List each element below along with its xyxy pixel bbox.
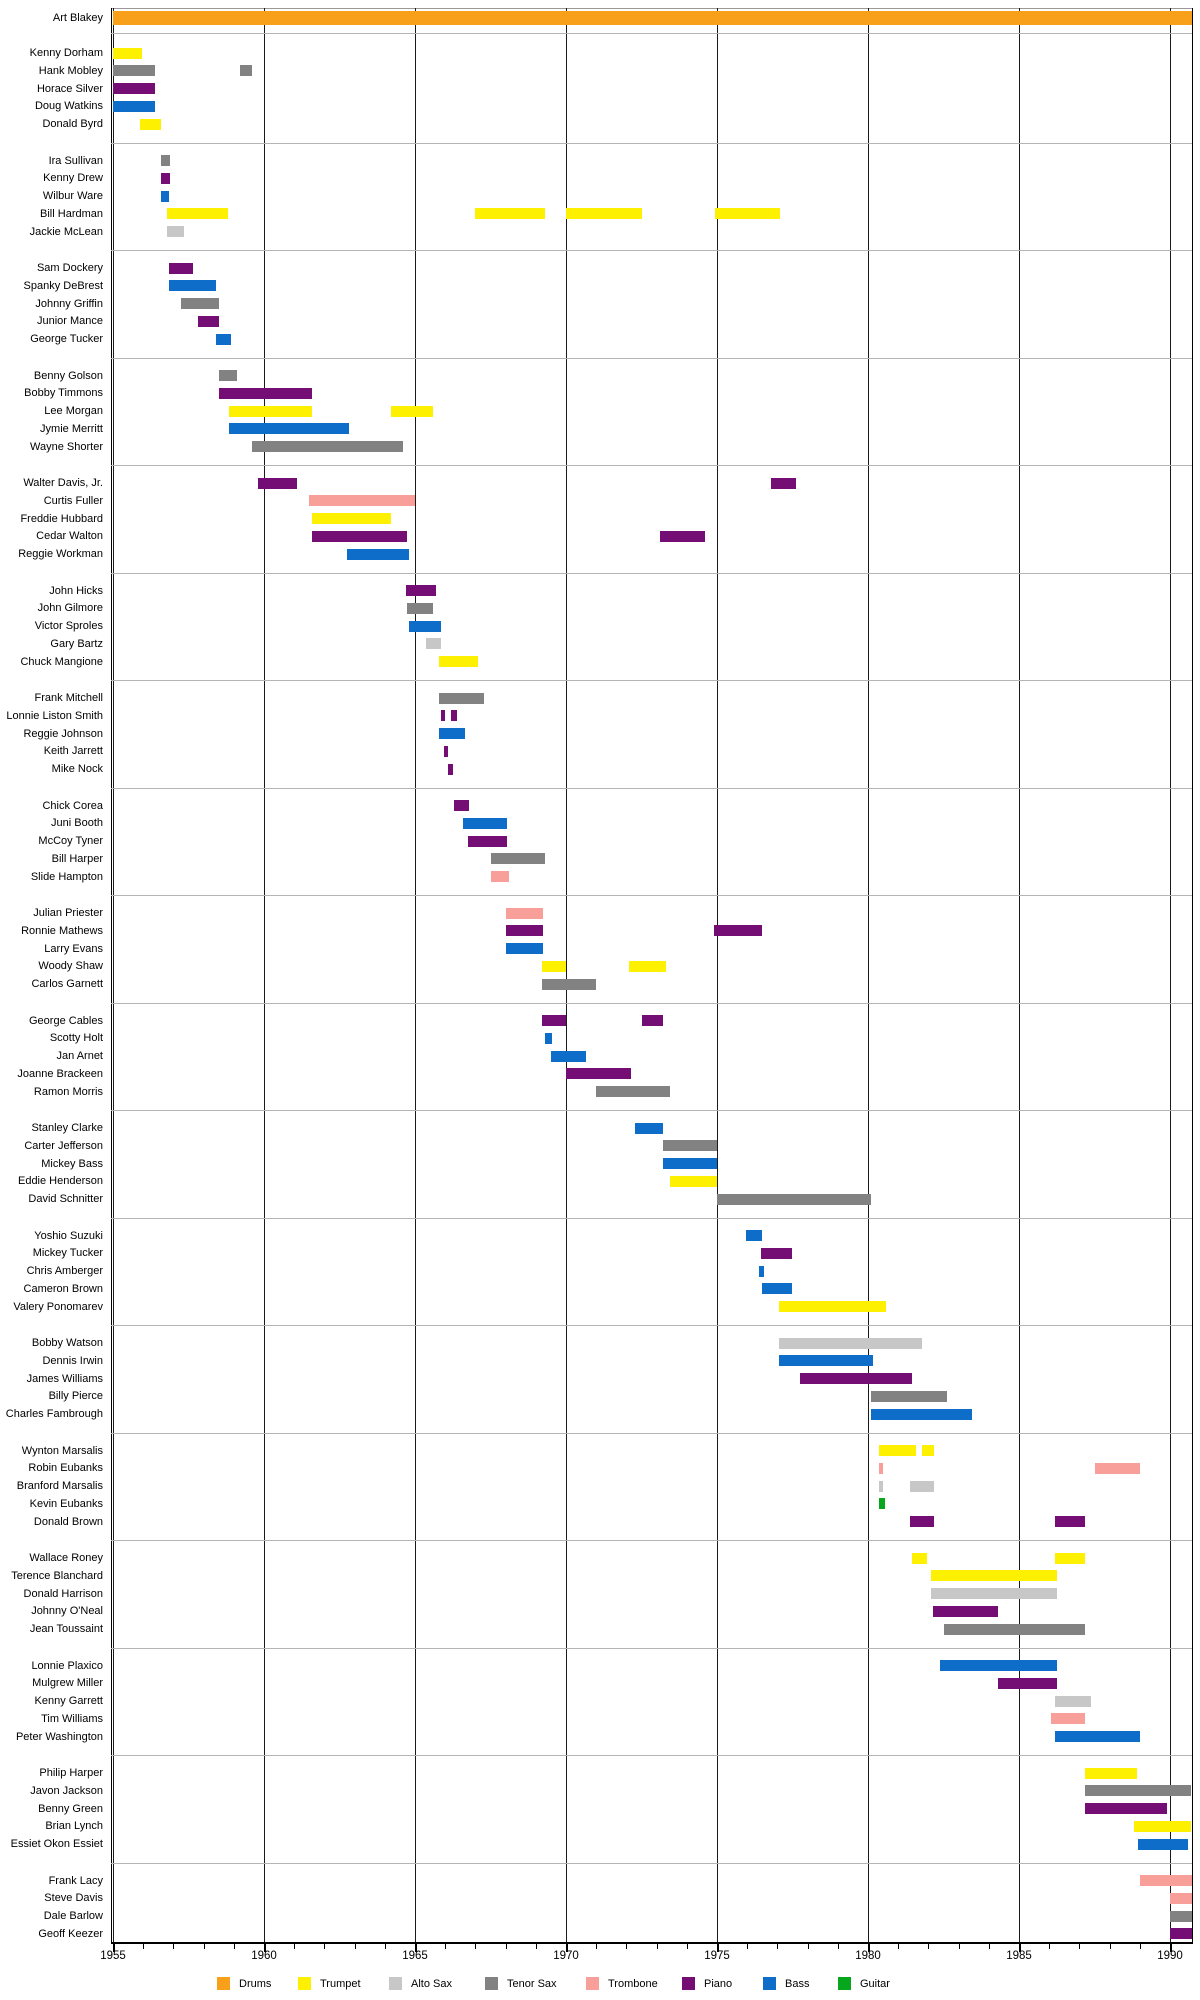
row-label-member: Bobby Timmons: [24, 387, 103, 400]
bar-alto-sax: [167, 226, 184, 237]
bar-tenor-sax: [596, 1086, 670, 1097]
bar-bass: [551, 1051, 586, 1062]
bar-bass: [1138, 1839, 1188, 1850]
row-label-member: Donald Byrd: [42, 118, 103, 130]
row-label-member: Reggie Johnson: [23, 727, 103, 740]
row-label-member: David Schnitter: [28, 1193, 103, 1205]
minor-tick: [1110, 1944, 1111, 1949]
group-separator: [111, 680, 1192, 681]
bar-piano: [454, 800, 469, 811]
bar-trumpet: [715, 208, 780, 219]
row-label-member: Johnny O'Neal: [31, 1605, 103, 1618]
row-label-member: Yoshio Suzuki: [34, 1229, 103, 1242]
bar-alto-sax: [910, 1481, 934, 1492]
bar-piano: [542, 1015, 566, 1026]
row-label-member: Stanley Clarke: [31, 1122, 103, 1134]
bar-tenor-sax: [407, 603, 433, 614]
row-label-member: Branford Marsalis: [16, 1480, 103, 1492]
bar-trumpet: [1134, 1821, 1191, 1832]
bar-piano: [258, 478, 297, 489]
bar-trumpet: [922, 1445, 934, 1456]
row-label-member: George Cables: [29, 1014, 103, 1027]
bar-piano: [169, 263, 193, 274]
minor-tick: [898, 1944, 899, 1949]
legend-swatch-guitar: [838, 1977, 851, 1990]
bar-alto-sax: [1055, 1696, 1091, 1707]
legend-swatch-bass: [763, 1977, 776, 1990]
bar-piano: [998, 1678, 1057, 1689]
legend-swatch-piano: [682, 1977, 695, 1990]
bar-piano: [800, 1373, 912, 1384]
row-label-member: Geoff Keezer: [38, 1927, 103, 1940]
bar-trumpet: [779, 1301, 886, 1312]
minor-tick: [1049, 1944, 1050, 1949]
legend-swatch-trumpet: [298, 1977, 311, 1990]
bar-tenor-sax: [240, 65, 252, 76]
row-label-member: Dennis Irwin: [42, 1354, 103, 1367]
row-label-member: Gary Bartz: [50, 637, 103, 650]
bar-trombone: [506, 908, 544, 919]
bar-trumpet: [542, 961, 566, 972]
bar-piano: [1085, 1803, 1167, 1814]
legend-label: Piano: [704, 1978, 733, 1990]
group-separator: [111, 1433, 1192, 1434]
bar-trombone: [309, 495, 415, 506]
bar-bass: [871, 1409, 972, 1420]
gridline-1985: [1019, 8, 1020, 1942]
row-label-member: Chuck Mangione: [20, 655, 103, 668]
row-label-member: Carlos Garnett: [31, 978, 103, 990]
row-label-member: Kenny Drew: [43, 172, 103, 185]
minor-tick: [1079, 1944, 1080, 1949]
bar-guitar: [879, 1498, 885, 1509]
bar-trumpet: [931, 1570, 1056, 1581]
row-label-member: Chick Corea: [42, 799, 103, 812]
row-label-member: Freddie Hubbard: [20, 512, 103, 525]
legend-label: Trumpet: [320, 1978, 361, 1990]
row-label-leader: Art Blakey: [52, 12, 103, 24]
legend-label: Drums: [239, 1978, 272, 1990]
row-label-member: Valery Ponomarev: [13, 1300, 103, 1313]
row-label-member: Bill Harper: [51, 852, 103, 865]
row-label-member: Jymie Merritt: [40, 422, 103, 435]
group-separator: [111, 1540, 1192, 1541]
minor-tick: [536, 1944, 537, 1949]
row-label-member: Donald Brown: [33, 1515, 103, 1528]
row-label-member: Slide Hampton: [30, 870, 103, 883]
group-separator: [111, 1755, 1192, 1756]
bar-bass: [762, 1283, 792, 1294]
bar-bass: [161, 191, 169, 202]
group-separator: [111, 1863, 1192, 1864]
bar-trumpet: [629, 961, 665, 972]
row-label-member: Mike Nock: [51, 763, 103, 775]
bar-trumpet: [167, 208, 227, 219]
row-label-member: Keith Jarrett: [43, 745, 103, 758]
bar-piano: [771, 478, 795, 489]
minor-tick: [294, 1944, 295, 1949]
legend-swatch-trombone: [586, 1977, 599, 1990]
row-label-member: Kenny Dorham: [29, 47, 103, 59]
x-tick-label: 1965: [402, 1950, 428, 1962]
plot-right-border: [1192, 8, 1193, 1942]
group-separator: [111, 465, 1192, 466]
row-label-member: McCoy Tyner: [38, 835, 103, 847]
row-label-member: Victor Sproles: [34, 620, 103, 632]
bar-piano: [441, 710, 446, 721]
row-label-member: Spanky DeBrest: [23, 279, 103, 292]
row-label-member: Steve Davis: [44, 1892, 103, 1905]
bar-piano: [761, 1248, 793, 1259]
minor-tick: [928, 1944, 929, 1949]
bar-bass: [216, 334, 231, 345]
row-label-member: Larry Evans: [44, 942, 103, 955]
x-tick-label: 1955: [100, 1950, 126, 1962]
bar-trumpet: [229, 406, 312, 417]
bar-tenor-sax: [944, 1624, 1086, 1635]
row-label-member: Wynton Marsalis: [21, 1444, 103, 1457]
minor-tick: [385, 1944, 386, 1949]
row-label-member: Cedar Walton: [36, 530, 103, 543]
row-label-member: Ira Sullivan: [48, 154, 103, 167]
bar-tenor-sax: [542, 979, 596, 990]
gridline-1965: [415, 8, 416, 1942]
bar-drums: [113, 11, 1192, 25]
plot-left-border: [111, 8, 112, 1942]
bar-piano: [198, 316, 219, 327]
row-label-member: Ramon Morris: [33, 1085, 103, 1098]
bar-tenor-sax: [491, 853, 545, 864]
bar-bass: [229, 423, 348, 434]
row-label-member: Lonnie Plaxico: [31, 1659, 103, 1672]
row-label-member: Lonnie Liston Smith: [6, 709, 103, 722]
group-separator: [111, 1648, 1192, 1649]
minor-tick: [506, 1944, 507, 1949]
row-label-member: Chris Amberger: [26, 1265, 103, 1277]
row-label-member: Julian Priester: [33, 907, 103, 919]
bar-bass: [1055, 1731, 1140, 1742]
legend-swatch-tenor-sax: [485, 1977, 498, 1990]
bar-trombone: [1095, 1463, 1140, 1474]
row-label-member: Scotty Holt: [49, 1032, 103, 1045]
bar-piano: [566, 1068, 631, 1079]
row-label-member: Benny Green: [38, 1802, 103, 1815]
minor-tick: [204, 1944, 205, 1949]
row-label-member: John Hicks: [49, 584, 103, 597]
row-label-member: Bill Hardman: [40, 207, 103, 220]
x-tick-label: 1985: [1006, 1950, 1032, 1962]
bar-trumpet: [670, 1176, 717, 1187]
row-label-member: Brian Lynch: [45, 1820, 103, 1833]
row-label-member: Lee Morgan: [44, 405, 103, 417]
x-tick-label: 1990: [1157, 1950, 1183, 1962]
bar-tenor-sax: [161, 155, 170, 166]
row-label-member: Robin Eubanks: [28, 1462, 103, 1475]
row-label-member: Sam Dockery: [36, 262, 103, 274]
bar-piano: [910, 1516, 934, 1527]
group-separator: [111, 788, 1192, 789]
legend-swatch-alto-sax: [389, 1977, 402, 1990]
bar-piano: [468, 836, 507, 847]
row-label-member: Eddie Henderson: [17, 1175, 103, 1188]
row-label-member: Benny Golson: [33, 369, 103, 382]
gridline-1955: [113, 8, 114, 1942]
row-label-member: Juni Booth: [51, 817, 103, 830]
bar-trombone: [1140, 1875, 1192, 1886]
row-label-member: Bobby Watson: [31, 1337, 103, 1349]
gridline-1975: [717, 8, 718, 1942]
bar-tenor-sax: [1170, 1911, 1192, 1922]
bar-piano: [161, 173, 170, 184]
row-label-member: Junior Mance: [36, 315, 103, 328]
minor-tick: [747, 1944, 748, 1949]
row-label-member: Donald Harrison: [23, 1587, 103, 1600]
bar-bass: [746, 1230, 763, 1241]
row-label-member: Mickey Tucker: [32, 1247, 103, 1260]
row-label-member: Walter Davis, Jr.: [23, 477, 103, 489]
bar-alto-sax: [931, 1588, 1056, 1599]
bar-piano: [1170, 1928, 1192, 1939]
gridline-1980: [868, 8, 869, 1942]
row-label-member: Dale Barlow: [43, 1910, 103, 1922]
bar-tenor-sax: [717, 1194, 871, 1205]
bar-bass: [663, 1158, 717, 1169]
minor-tick: [687, 1944, 688, 1949]
bar-piano: [219, 388, 313, 399]
group-separator: [111, 143, 1192, 144]
row-label-member: Kenny Garrett: [34, 1695, 103, 1707]
bar-piano: [506, 925, 544, 936]
minor-tick: [1140, 1944, 1141, 1949]
bar-bass: [940, 1660, 1056, 1671]
row-label-member: Kevin Eubanks: [29, 1497, 103, 1510]
minor-tick: [959, 1944, 960, 1949]
row-label-member: Hank Mobley: [38, 64, 103, 77]
x-tick-label: 1975: [704, 1950, 730, 1962]
minor-tick: [445, 1944, 446, 1949]
row-label-member: Carter Jefferson: [24, 1139, 103, 1152]
minor-tick: [475, 1944, 476, 1949]
bar-tenor-sax: [113, 65, 155, 76]
bar-bass: [439, 728, 465, 739]
bar-trumpet: [113, 48, 142, 59]
bar-trumpet: [879, 1445, 917, 1456]
bar-bass: [463, 818, 507, 829]
gridline-1970: [566, 8, 567, 1942]
bar-bass: [759, 1266, 764, 1277]
minor-tick: [596, 1944, 597, 1949]
bar-bass: [169, 280, 216, 291]
group-separator: [111, 33, 1192, 34]
row-label-member: Peter Washington: [15, 1730, 103, 1743]
bar-trumpet: [439, 656, 478, 667]
row-label-member: Doug Watkins: [34, 100, 103, 113]
legend-label: Trombone: [608, 1978, 658, 1990]
minor-tick: [173, 1944, 174, 1949]
bar-trumpet: [312, 513, 391, 524]
row-label-member: Ronnie Mathews: [21, 924, 103, 937]
x-tick-label: 1970: [553, 1950, 579, 1962]
minor-tick: [143, 1944, 144, 1949]
row-label-member: Horace Silver: [36, 82, 103, 95]
gridline-1960: [264, 8, 265, 1942]
bar-piano: [448, 764, 453, 775]
bar-bass: [635, 1123, 662, 1134]
minor-tick: [324, 1944, 325, 1949]
legend-label: Alto Sax: [411, 1978, 452, 1990]
bar-bass: [779, 1355, 873, 1366]
bar-alto-sax: [426, 638, 441, 649]
minor-tick: [355, 1944, 356, 1949]
minor-tick: [777, 1944, 778, 1949]
row-label-member: Curtis Fuller: [43, 494, 103, 507]
row-label-member: Reggie Workman: [18, 548, 103, 560]
group-separator: [111, 1325, 1192, 1326]
bar-piano: [113, 83, 155, 94]
row-label-member: Essiet Okon Essiet: [10, 1838, 103, 1850]
bar-tenor-sax: [181, 298, 219, 309]
row-label-member: Wayne Shorter: [30, 440, 103, 453]
x-tick-label: 1960: [251, 1950, 277, 1962]
bar-tenor-sax: [252, 441, 403, 452]
row-label-member: Mulgrew Miller: [32, 1677, 103, 1690]
minor-tick: [989, 1944, 990, 1949]
bar-piano: [444, 746, 449, 757]
minor-tick: [626, 1944, 627, 1949]
bar-alto-sax: [779, 1338, 922, 1349]
bar-piano: [312, 531, 407, 542]
group-separator: [111, 1110, 1192, 1111]
bar-trumpet: [475, 208, 544, 219]
group-separator: [111, 1218, 1192, 1219]
bar-piano: [660, 531, 705, 542]
bar-trumpet: [1085, 1768, 1136, 1779]
bar-bass: [545, 1033, 553, 1044]
row-label-member: James Williams: [26, 1372, 103, 1385]
row-label-member: Frank Mitchell: [34, 692, 103, 704]
row-label-member: George Tucker: [30, 333, 103, 345]
bar-piano: [714, 925, 762, 936]
bar-tenor-sax: [219, 370, 237, 381]
x-axis: [111, 1942, 1193, 1944]
bar-trombone: [1170, 1893, 1192, 1904]
bar-trumpet: [391, 406, 433, 417]
bar-trumpet: [566, 208, 642, 219]
row-label-member: Wilbur Ware: [42, 190, 103, 202]
minor-tick: [234, 1944, 235, 1949]
row-label-member: Cameron Brown: [23, 1282, 103, 1295]
row-label-member: John Gilmore: [37, 602, 103, 615]
bar-piano: [451, 710, 457, 721]
group-separator: [111, 358, 1192, 359]
bar-tenor-sax: [1085, 1785, 1191, 1796]
group-separator: [111, 573, 1192, 574]
bar-tenor-sax: [871, 1391, 947, 1402]
group-separator: [111, 250, 1192, 251]
row-label-member: Johnny Griffin: [35, 297, 103, 310]
group-separator: [111, 1003, 1192, 1004]
row-label-member: Mickey Bass: [41, 1157, 103, 1170]
row-label-member: Billy Pierce: [48, 1390, 103, 1403]
bar-alto-sax: [879, 1481, 884, 1492]
row-label-member: Terence Blanchard: [11, 1569, 103, 1582]
bar-piano: [1055, 1516, 1085, 1527]
x-tick-label: 1980: [855, 1950, 881, 1962]
legend-label: Guitar: [860, 1978, 890, 1990]
bar-trumpet: [140, 119, 161, 130]
gridline-1990: [1170, 8, 1171, 1942]
bar-trumpet: [912, 1553, 927, 1564]
bar-piano: [406, 585, 436, 596]
minor-tick: [657, 1944, 658, 1949]
row-label-member: Frank Lacy: [48, 1874, 103, 1887]
row-label-member: Jackie McLean: [29, 225, 103, 238]
bar-bass: [409, 621, 441, 632]
bar-bass: [113, 101, 155, 112]
row-label-member: Jan Arnet: [56, 1050, 103, 1062]
bar-trumpet: [1055, 1553, 1085, 1564]
bar-tenor-sax: [663, 1140, 717, 1151]
bar-trombone: [879, 1463, 884, 1474]
row-label-member: Joanne Brackeen: [17, 1067, 103, 1080]
bar-piano: [933, 1606, 998, 1617]
bar-trombone: [1051, 1713, 1086, 1724]
row-label-member: Philip Harper: [39, 1767, 103, 1779]
legend-label: Tenor Sax: [507, 1978, 557, 1990]
bar-tenor-sax: [439, 693, 484, 704]
bar-bass: [506, 943, 544, 954]
row-label-member: Tim Williams: [41, 1712, 103, 1725]
row-label-member: Wallace Roney: [29, 1552, 103, 1564]
group-separator: [111, 895, 1192, 896]
bar-bass: [347, 549, 409, 560]
bar-trombone: [491, 871, 509, 882]
minor-tick: [838, 1944, 839, 1949]
row-label-member: Jean Toussaint: [29, 1623, 103, 1635]
row-label-member: Javon Jackson: [30, 1784, 103, 1797]
bar-piano: [642, 1015, 663, 1026]
plot-top-border: [111, 8, 1192, 9]
row-label-member: Woody Shaw: [38, 960, 103, 973]
legend-swatch-drums: [217, 1977, 230, 1990]
minor-tick: [808, 1944, 809, 1949]
legend-label: Bass: [785, 1978, 810, 1990]
row-label-member: Charles Fambrough: [5, 1408, 103, 1420]
